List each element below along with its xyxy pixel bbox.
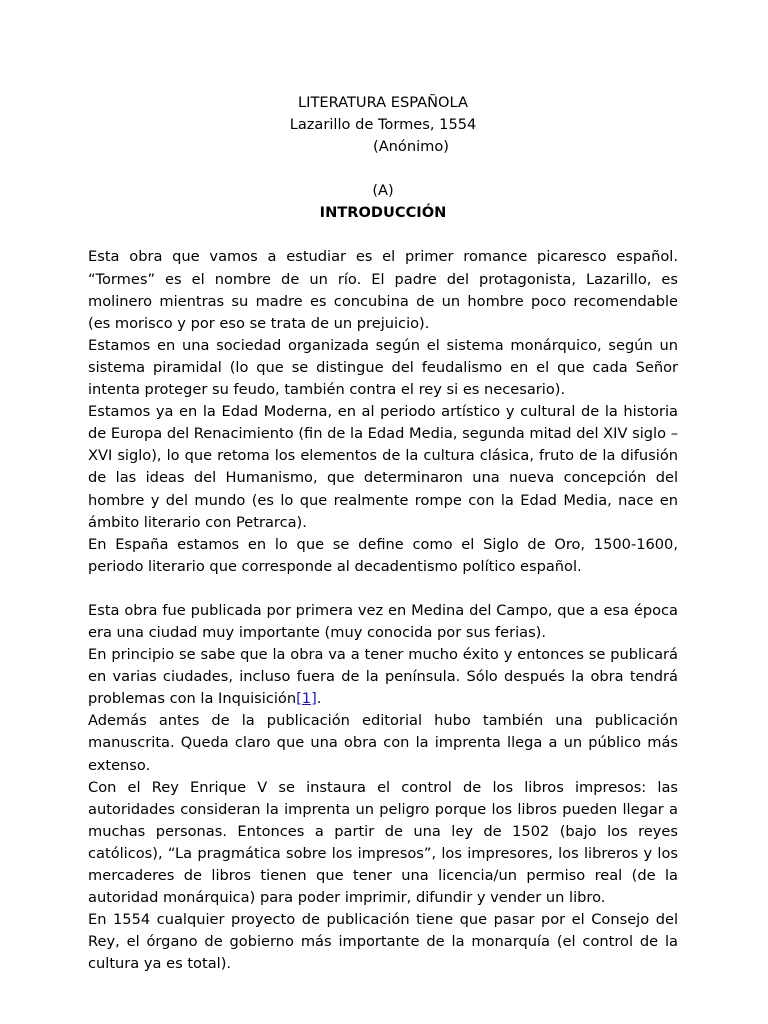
document-author: (Anónimo) — [373, 138, 449, 156]
paragraph-3: Estamos ya en la Edad Moderna, en al periodo artístico y cultural de la historia de Europa del Renacimiento (fin de la Edad Media, segunda mitad del XIV siglo – XVI siglo), lo que retoma los elementos de la cultura clásica, fruto de la difusión de las ideas del Humanismo, que determinaron una nueva concepción del hombre y del mundo (es lo que realmente rompe con la Edad Media, nace en ámbito literario con Petrarca). — [88, 403, 678, 531]
spacer — [88, 158, 678, 180]
paragraph-8: Con el Rey Enrique V se instaura el control de los libros impresos: las autoridades consideran la imprenta un peligro porque los libros pueden llegar a muchas personas. Entonces a partir de una ley de 1502 (bajo los reyes católicos), “La pragmática sobre los impresos”, los impresores, los libreros y los mercaderes de libros tienen que tener una licencia/un permiso real (de la autoridad monárquica) para poder imprimir, difundir y vender un libro. — [88, 778, 678, 907]
spacer — [88, 224, 678, 246]
spacer — [88, 578, 678, 600]
section-letter: (A) — [372, 182, 394, 200]
paragraph-2: Estamos en una sociedad organizada según el sistema monárquico, según un sistema piramidal (lo que se distingue del feudalismo en el que cada Señor intenta proteger su feudo, también contra el rey si es necesario). — [88, 336, 678, 399]
paragraph-7: Además antes de la publicación editorial hubo también una publicación manuscrita. Queda claro que una obra con la imprenta llega a un público más extenso. — [88, 712, 678, 774]
paragraph-6-end: . — [316, 690, 322, 708]
paragraph-6-text: En principio se sabe que la obra va a tener mucho éxito y entonces se publicará en varias ciudades, incluso fuera de la península. Sólo después la obra tendrá problemas con la Inquisición — [88, 646, 678, 708]
paragraph-4: En España estamos en lo que se define como el Siglo de Oro, 1500-1600, periodo literario que corresponde al decadentismo político español. — [88, 535, 678, 575]
document-title: LITERATURA ESPAÑOLA — [298, 94, 468, 111]
paragraph-6 — [88, 644, 678, 710]
paragraph-5: Esta obra fue publicada por primera vez en Medina del Campo, que a esa época era una ciudad muy importante (muy conocida por sus ferias). — [88, 601, 678, 641]
section-title: INTRODUCCIÓN — [319, 204, 447, 222]
paragraph-1: Esta obra que vamos a estudiar es el primer romance picaresco español. “Tormes” es el nombre de un río. El padre del protagonista, Lazarillo, es molinero mientras su madre es concubina de un hombre poco recomendable (es morisco y por eso se trata de un prejuicio). — [88, 248, 678, 332]
paragraph-9: En 1554 cualquier proyecto de publicación tiene que pasar por el Consejo del Rey, el órgano de gobierno más importante de la monarquía (el control de la cultura ya es total). — [88, 911, 678, 973]
footnote-link[interactable]: [1] — [296, 690, 317, 708]
document-page — [88, 92, 678, 975]
document-subtitle: Lazarillo de Tormes, 1554 — [289, 116, 477, 134]
